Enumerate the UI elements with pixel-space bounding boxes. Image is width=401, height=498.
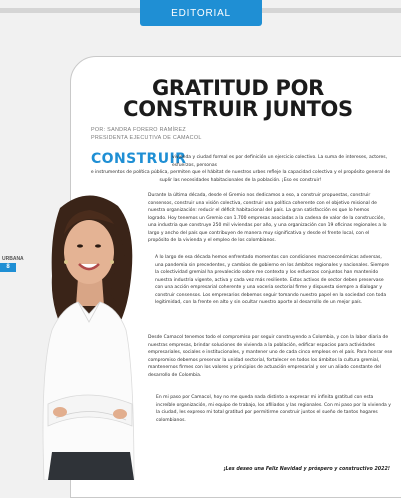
title-line-1: GRATITUD POR: [151, 76, 325, 100]
paragraph-5: Desde Camacol tenemos todo el compromiso por seguir construyendo a Colombia, y con la labor diaria de nuestras empresas, brindar soluciones de vivienda a la población, edificar espacios para actividades empresariales, sociales e institucionales, y mantener uno de cada cinco empleos en el país. Para honrar ese compromiso debemos preservar la unidad sectorial, fortalecer en todos los ámbitos la cultura gremial, mantenernos firmes con los valores y principios de actuación empresarial y ser un aliado constante del desarrollo de Colombia.: [148, 335, 393, 378]
title-line-2: CONSTRUIR JUNTOS: [123, 97, 353, 121]
author-name: POR: SANDRA FORERO RAMÍREZ: [91, 127, 186, 133]
byline: [91, 127, 202, 142]
section-tab: EDITORIAL: [140, 0, 262, 26]
page-number: 8: [0, 263, 16, 272]
paragraph-2: e instrumentos de política pública, permiten que el hábitat de nuestros urbes refleje la capacidad colectiva y el propósito general de suplir las necesidades habitacionales de la población. ¡Eso es construir!: [90, 170, 391, 183]
article-title: [70, 78, 401, 120]
closing-wish: ¡Les deseo una Feliz Navidad y próspero y constructivo 2022!: [223, 467, 390, 472]
header-rule-right: [262, 8, 401, 13]
author-role: PRESIDENTA EJECUTIVA DE CAMACOL: [91, 134, 202, 141]
author-portrait: [22, 190, 157, 480]
paragraph-6: En mi paso por Camacol, hoy no me queda nada distinto a expresar mi infinita gratitud con esta increíble organización, mi equipo de trabajo, los afiliados y las regionales. Con mi paso por la vivienda y la ciudad, les expreso mi total gratitud por permitirme construir juntos el sueño de tantos hogares colombianos.: [156, 395, 391, 423]
dropcap-word: CONSTRUIR: [91, 151, 187, 167]
margin-section-label: URBANA: [2, 256, 24, 262]
paragraph-1: vivienda y ciudad formal es por definición un ejercicio colectivo. La suma de intereses, actores, esfuerzos, personas: [172, 155, 388, 168]
header-rule-left: [0, 8, 140, 13]
page-marker: [0, 256, 24, 276]
paragraph-4: A lo largo de esa década hemos enfrentado momentos con condiciones macroeconómicas adversas, una pandemia sin precedentes, y cambios de gobierno en los ámbitos regionales y nacionales. Siempre la colectividad gremial ha prevalecido sobre me contexto y los esfuerzos conjuntos han mantenido nuestra industria vigente, activa y cada vez más resiliente. Estos activos de sector deben preservase con una acción empresarial coherente y una voceria sectorial firme y dispuesta siempre a dialogar y construir consensos. Los empresarios debemos seguir tomando nuestro papel en la sociedad con toda legitimidad, con la frente en alto y sin ocultar nuestro aporte al desarrollo de un mejor país.: [155, 255, 390, 306]
paragraph-3: Durante la última década, desde el Gremio nos dedicamos a eso, a construir propuestas, construir consensos, construir una visión colectiva, construir una política coherente con el objetivo misional de nuestra organización: reducir el déficit habitacional del país. La gran satisfacción es que lo hemos logrado. Hoy tenemos un Gremio con 1.700 empresas asociadas a la cadena de valor de la construcción, una industria que construye 250 mil viviendas por año, y una organización con 19 oficinas regionales a lo largo y ancho del país que contribuyen de manera muy significativa y desde el frente local, con el propósito de la vivienda y el empleo de los colombianos.: [148, 193, 387, 244]
